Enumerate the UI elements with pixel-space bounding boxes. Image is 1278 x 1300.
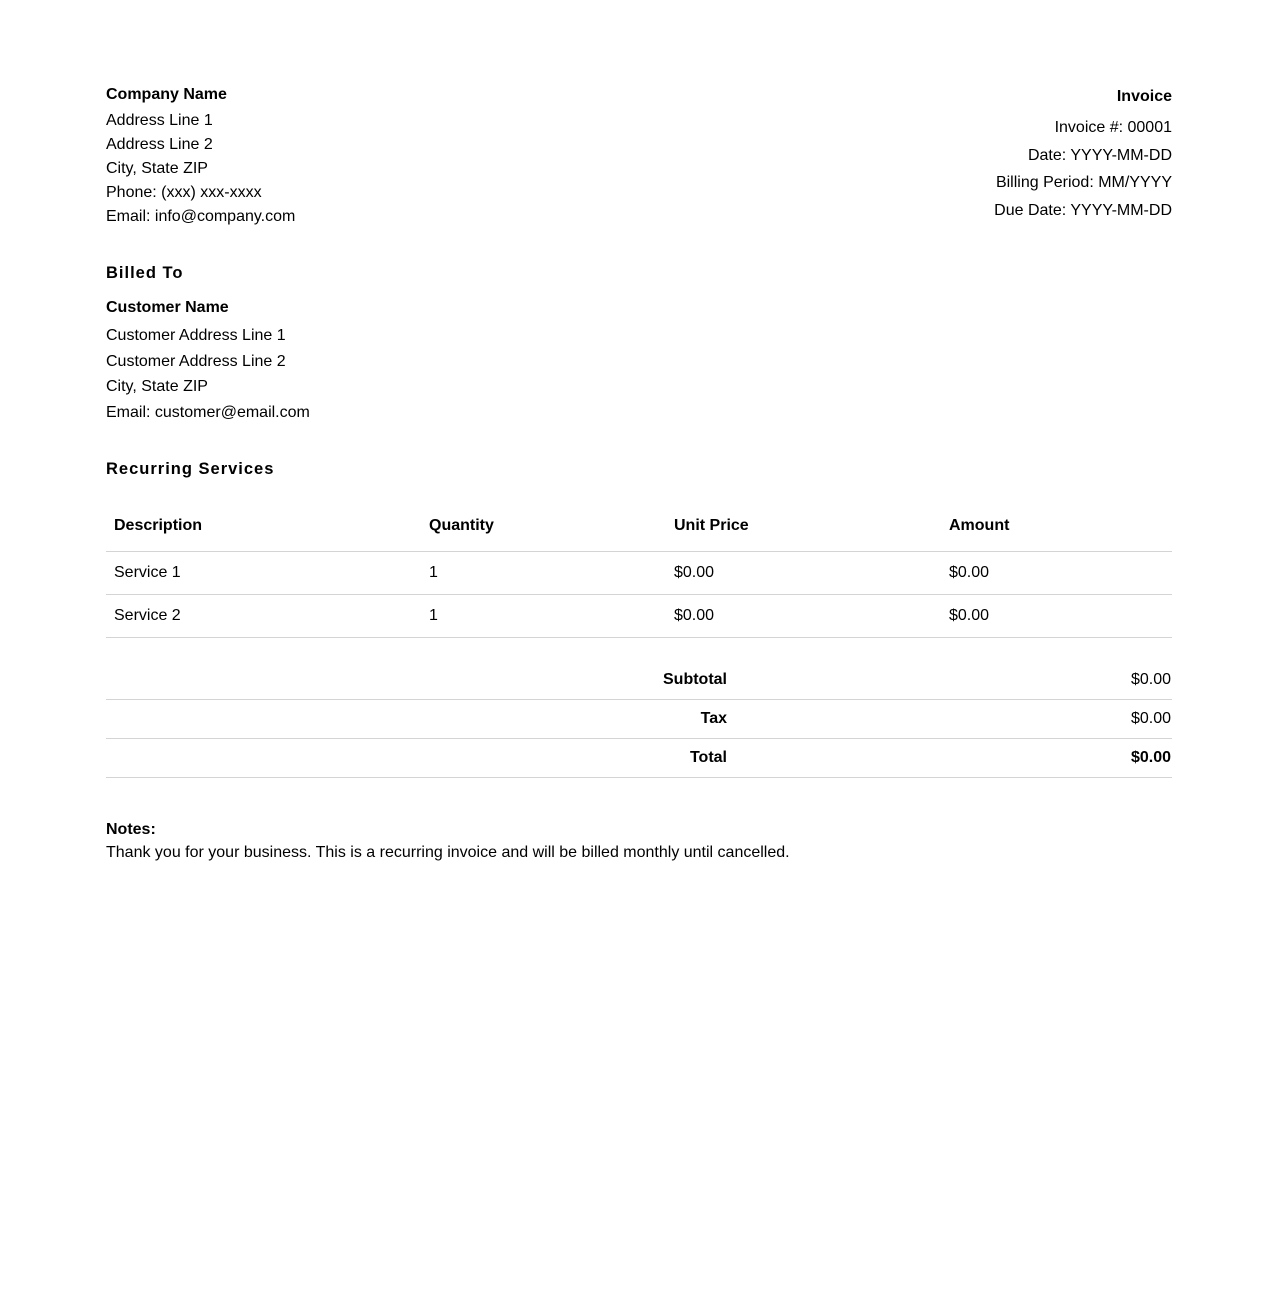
services-header-row (106, 504, 1172, 552)
service-description: Service 1 (106, 552, 421, 595)
table-row (106, 552, 1172, 595)
invoice-page (106, 0, 1172, 863)
invoice-due-date: Due Date: YYYY-MM-DD (994, 201, 1172, 219)
service-unit-price: $0.00 (666, 552, 941, 595)
billed-to-section (106, 263, 1172, 425)
customer-city-state-zip: City, State ZIP (106, 378, 208, 395)
invoice-header (106, 85, 1172, 229)
company-address-line-2: Address Line 2 (106, 136, 213, 153)
subtotal-value: $0.00 (728, 661, 1172, 700)
column-header-unit-price: Unit Price (666, 504, 941, 552)
customer-email: Email: customer@email.com (106, 403, 310, 421)
invoice-meta (994, 85, 1172, 224)
customer-address-line-2: Customer Address Line 2 (106, 352, 286, 370)
tax-row (106, 700, 1172, 739)
invoice-date: Date: YYYY-MM-DD (1027, 146, 1172, 164)
invoice-number: Invoice #: 00001 (1054, 119, 1172, 136)
column-header-description: Description (106, 504, 421, 552)
column-header-quantity: Quantity (421, 504, 666, 552)
service-amount: $0.00 (941, 552, 1172, 595)
tax-value: $0.00 (728, 700, 1172, 739)
service-quantity: 1 (421, 595, 666, 638)
notes-label: Notes: (106, 821, 156, 838)
company-address-line-1: Address Line 1 (106, 112, 213, 129)
notes-text: Thank you for your business. This is a recurring invoice and will be billed monthly until cancelled. (106, 844, 790, 861)
table-row (106, 595, 1172, 638)
customer-name: Customer Name (106, 299, 229, 316)
billed-to-heading: Billed To (106, 264, 184, 282)
total-value: $0.00 (728, 739, 1172, 778)
services-heading: Recurring Services (106, 460, 275, 478)
company-info (106, 85, 295, 229)
subtotal-row (106, 661, 1172, 700)
totals-table (106, 661, 1172, 778)
service-unit-price: $0.00 (666, 595, 941, 638)
customer-info (106, 298, 1172, 425)
invoice-title: Invoice (1116, 88, 1172, 105)
company-city-state-zip: City, State ZIP (106, 160, 208, 177)
subtotal-label: Subtotal (106, 661, 728, 700)
total-row (106, 739, 1172, 778)
service-amount: $0.00 (941, 595, 1172, 638)
services-section (106, 459, 1172, 778)
invoice-billing-period: Billing Period: MM/YYYY (995, 174, 1172, 191)
customer-address-line-1: Customer Address Line 1 (106, 327, 286, 344)
tax-label: Tax (106, 700, 728, 739)
company-phone: Phone: (xxx) xxx-xxxx (106, 184, 262, 201)
service-description: Service 2 (106, 595, 421, 638)
service-quantity: 1 (421, 552, 666, 595)
services-table (106, 504, 1172, 638)
column-header-amount: Amount (941, 504, 1172, 552)
company-email: Email: info@company.com (106, 208, 296, 225)
notes-section (106, 820, 1172, 863)
company-name: Company Name (106, 86, 227, 103)
total-label: Total (106, 739, 728, 778)
